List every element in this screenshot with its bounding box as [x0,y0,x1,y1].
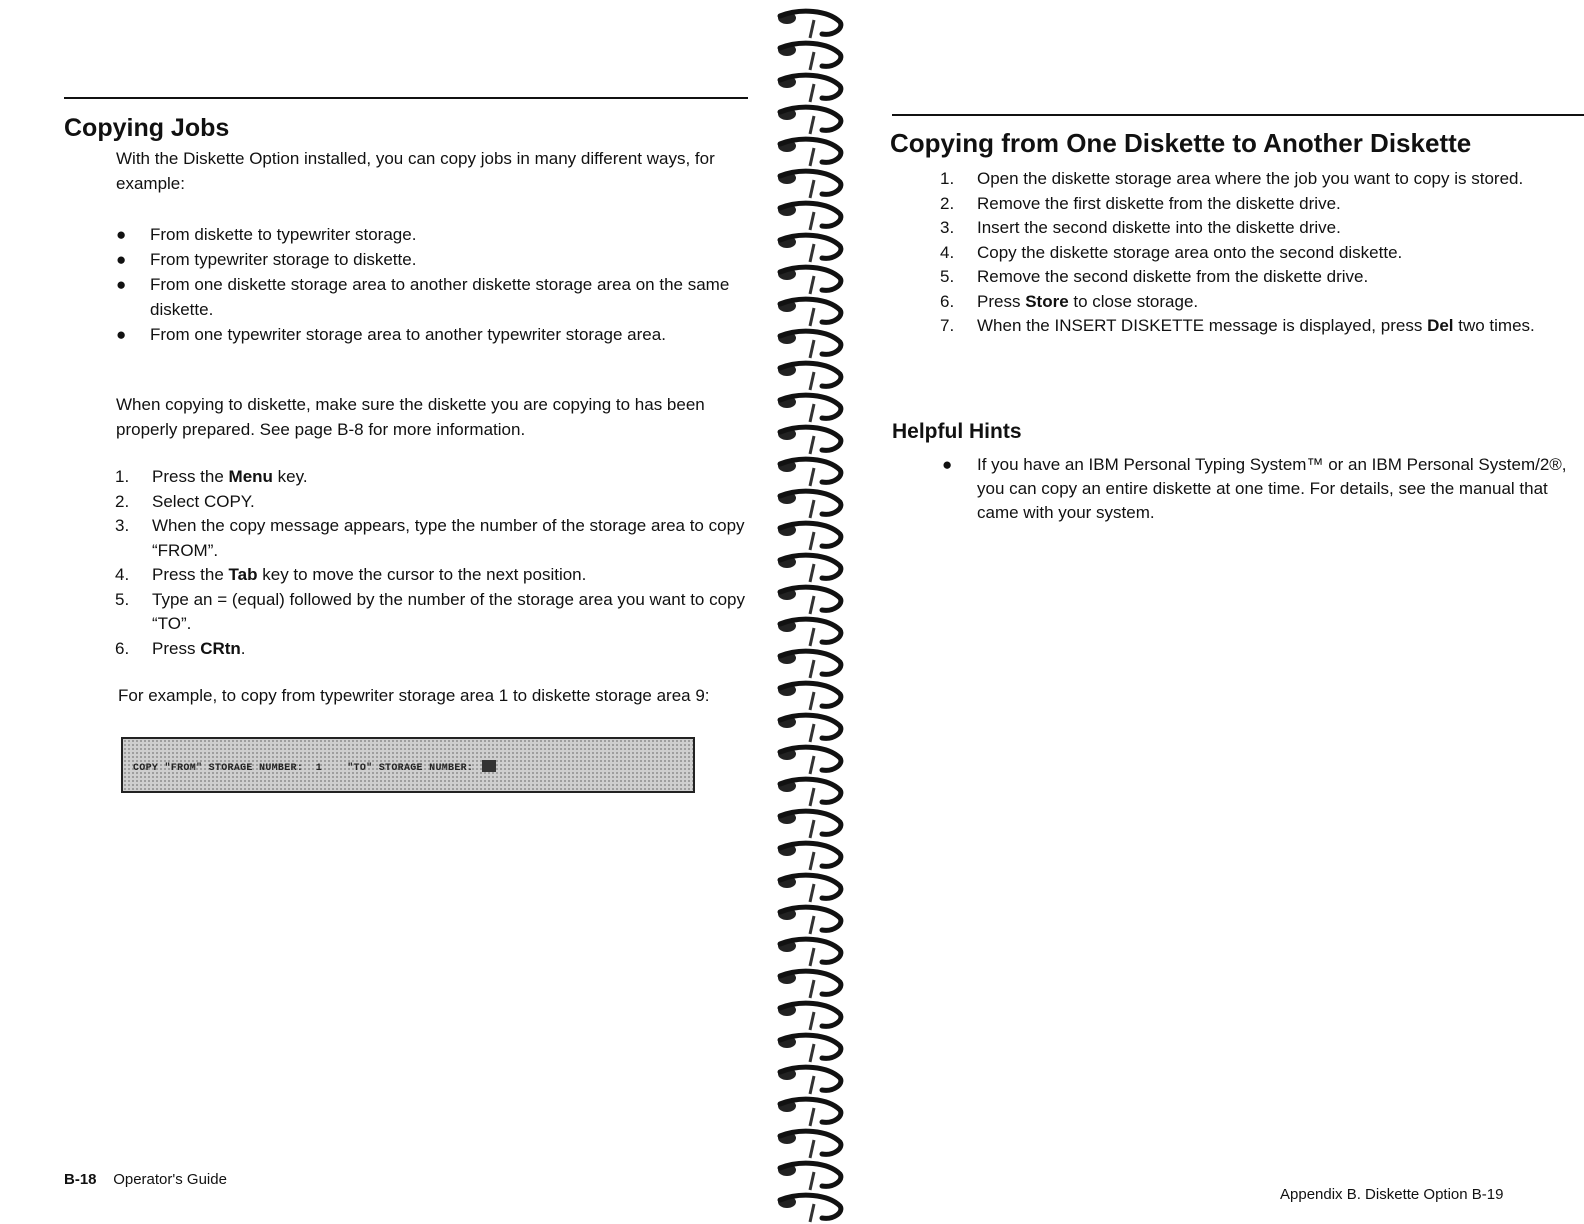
binding-coil [778,1099,841,1126]
bullet-icon: ● [116,250,127,269]
binding-coil [778,491,841,518]
binding-coil [778,171,841,198]
step-item: 6. Press CRtn. [115,638,246,658]
binding-coil [778,139,841,166]
binding-coil [778,107,841,134]
list-item: ● From one typewriter storage area to another typewriter storage area. [116,322,746,347]
binding-coil [778,939,841,966]
example-intro: For example, to copy from typewriter storage area 1 to diskette storage area 9: [118,686,710,705]
manual-title: Operator's Guide [113,1171,227,1188]
copy-methods-list [116,222,746,347]
binding-coil [778,555,841,582]
step-item: 3. When the copy message appears, type the number of the storage area to copy “FROM”. [115,516,745,560]
step-item: 2. Select COPY. [115,491,255,511]
binding-coil [778,747,841,774]
diskette-copy-steps [940,167,1580,339]
step-item: 1. Press the Menu key. [115,467,308,486]
page-number: B-18 [64,1171,97,1188]
key-name: Del [1427,316,1454,335]
step-item: 5. Type an = (equal) followed by the number of the storage area you want to copy “TO”. [115,589,745,633]
bullet-icon: ● [116,225,127,244]
step-item: 4. Press the Tab key to move the cursor to the next position. [115,565,587,584]
key-name: Tab [228,565,258,584]
binding-coil [778,203,841,230]
copy-steps-list [115,465,745,661]
binding-coil [778,971,841,998]
spiral-coils-icon [770,0,860,1224]
binding-coil [778,459,841,486]
binding-coil [778,331,841,358]
binding-coil [778,843,841,870]
binding-coil [778,651,841,678]
binding-coil [778,587,841,614]
footer-right: Appendix B. Diskette Option B-19 [1280,1186,1504,1203]
left-page [0,0,770,1224]
step-item: 2. Remove the first diskette from the diskette drive. [940,193,1341,213]
binding-coil [778,779,841,806]
display-screen-example [121,737,695,793]
binding-coil [778,11,841,38]
binding-coil [778,907,841,934]
bullet-icon: ● [942,455,953,474]
binding-coil [778,683,841,710]
list-item: ● From typewriter storage to diskette. [116,247,746,272]
binding-coil [778,1003,841,1030]
binding-coil [778,427,841,454]
binding-coil [778,619,841,646]
spiral-binding [770,0,860,1224]
binding-coil [778,43,841,70]
step-item: 5. Remove the second diskette from the diskette drive. [940,267,1369,286]
binding-coil [778,267,841,294]
binding-coil [778,395,841,422]
binding-coil [778,523,841,550]
helpful-hints-list [940,453,1580,525]
list-item: ● From diskette to typewriter storage. [116,222,746,247]
binding-coil [778,1131,841,1158]
binding-coil [778,1067,841,1094]
step-item: 3. Insert the second diskette into the diskette drive. [940,218,1341,237]
step-item: 4. Copy the diskette storage area onto the second diskette. [940,242,1403,262]
step-item: 7. When the INSERT DISKETTE message is displayed, press Del two times. [940,316,1535,335]
page-title-diskette-copy: Copying from One Diskette to Another Diskette [890,128,1472,158]
key-name: Store [1025,291,1069,311]
bullet-icon: ● [116,325,127,344]
binding-coil [778,1195,841,1222]
right-page [860,0,1584,1224]
binding-coil [778,875,841,902]
bullet-icon: ● [116,275,127,294]
key-name: Menu [228,467,273,486]
binding-coil [778,1035,841,1062]
page-title-copying-jobs: Copying Jobs [64,114,230,142]
diskette-preparation-note: When copying to diskette, make sure the diskette you are copying to has been properly prepared. See page B-8 for more information. [116,395,705,439]
cursor-icon [482,760,496,772]
top-rule-left [64,97,748,99]
top-rule-right [892,114,1584,116]
intro-paragraph: With the Diskette Option installed, you can copy jobs in many different ways, for example: [116,149,715,193]
helpful-hints-title: Helpful Hints [892,420,1022,443]
step-item: 1. Open the diskette storage area where the job you want to copy is stored. [940,169,1524,188]
footer-left [64,1171,227,1188]
list-item: ● If you have an IBM Personal Typing System™ or an IBM Personal System/2®, you can copy an entire diskette at one time. For details, see the manual that came with your system. [942,455,1567,522]
key-name: CRtn [200,638,241,658]
binding-coil [778,235,841,262]
binding-coil [778,715,841,742]
list-item: ● From one diskette storage area to another diskette storage area on the same diskette. [116,272,746,322]
binding-coil [778,811,841,838]
binding-coil [778,299,841,326]
step-item: 6. Press Store to close storage. [940,291,1199,311]
binding-coil [778,1163,841,1190]
binding-coil [778,75,841,102]
screen-prompt-text: COPY "FROM" STORAGE NUMBER: 1 "TO" STORAGE NUMBER: [133,760,496,774]
binding-coil [778,363,841,390]
